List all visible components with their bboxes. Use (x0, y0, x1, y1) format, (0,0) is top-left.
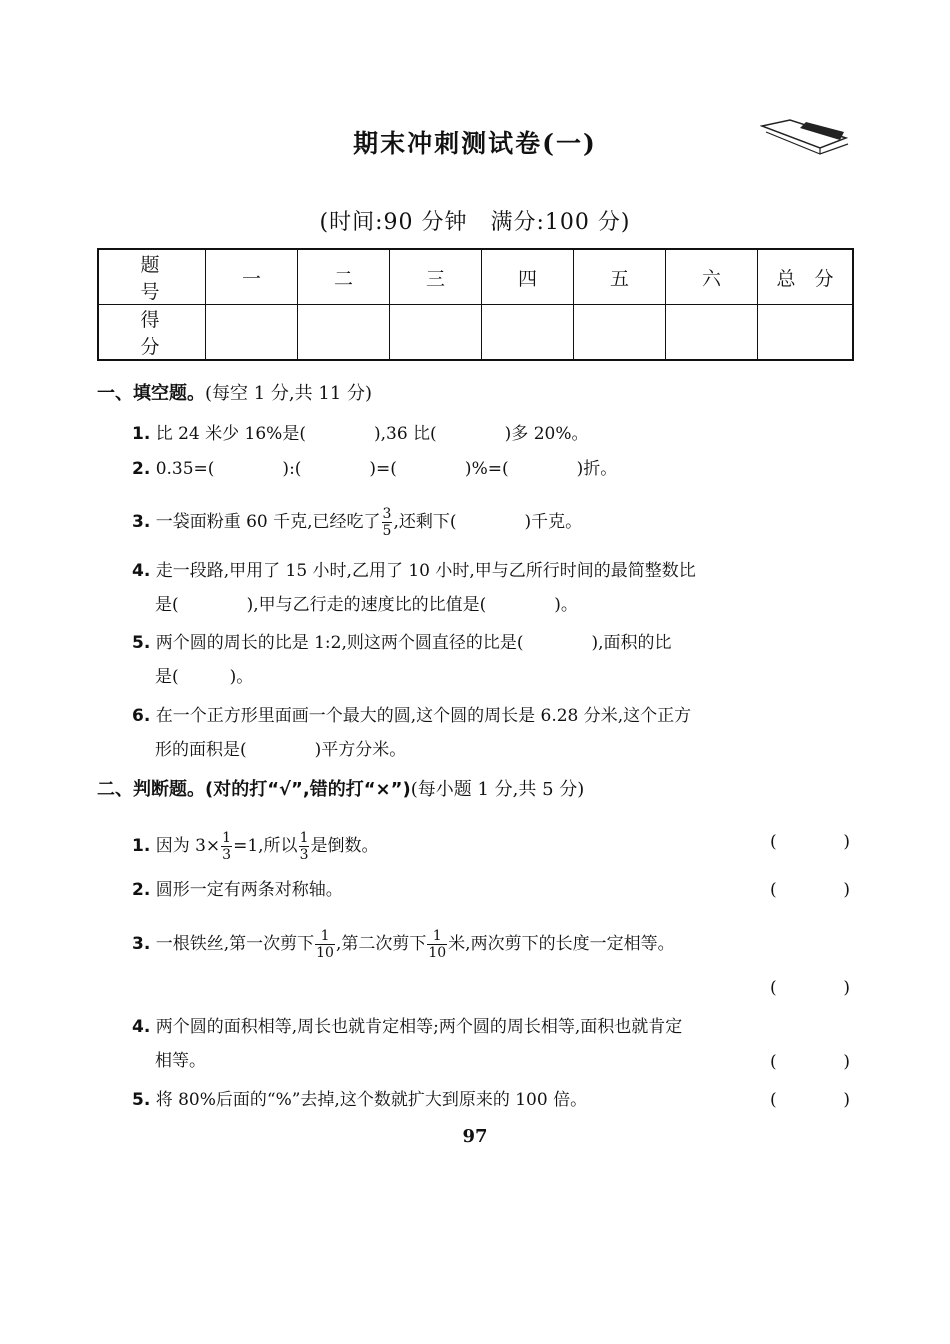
question-number: 2. (132, 880, 151, 900)
question-1-6 (132, 705, 691, 727)
question-1-1 (132, 423, 589, 445)
question-text: 两个圆的周长的比是 1:2,则这两个圆直径的比是( ),面积的比 (155, 633, 672, 653)
exam-time-and-score: (时间:90 分钟 满分:100 分) (319, 210, 631, 235)
section-2-title: 二、判断题。(对的打“√”,错的打“×”) (97, 779, 411, 800)
header-col-1: 一 (206, 249, 298, 305)
fraction-numerator: 1 (299, 830, 309, 846)
question-number: 4. (132, 561, 151, 581)
question-1-5 (132, 632, 672, 654)
fraction-numerator: 3 (382, 506, 392, 522)
fraction-denominator: 10 (316, 945, 334, 961)
fraction (315, 928, 335, 961)
bracket-close: ) (843, 978, 850, 998)
section-2-note: (每小题 1 分,共 5 分) (410, 779, 585, 800)
question-2-5 (132, 1089, 587, 1111)
question-2-1 (132, 830, 378, 863)
score-cell[interactable] (666, 305, 758, 361)
question-text: 走一段路,甲用了 15 小时,乙用了 10 小时,甲与乙所行时间的最简整数比 (155, 561, 696, 581)
bracket-open: ( (770, 832, 777, 852)
question-1-4-cont: 是( ),甲与乙行走的速度比的比值是( )。 (155, 595, 578, 615)
score-label: 得 分 (98, 305, 206, 361)
score-cell[interactable] (758, 305, 854, 361)
question-2-2 (132, 879, 343, 901)
question-number: 6. (132, 706, 151, 726)
bracket-open: ( (770, 1052, 777, 1072)
question-text: 一袋面粉重 60 千克,已经吃了 (155, 512, 381, 532)
question-1-6-cont: 形的面积是( )平方分米。 (155, 740, 407, 760)
question-text: 是倒数。 (310, 836, 379, 856)
question-1-5-cont: 是( )。 (155, 667, 254, 687)
book-pencil-icon (760, 118, 850, 158)
question-2-3 (132, 928, 675, 961)
score-cell[interactable] (390, 305, 482, 361)
question-text: 一根铁丝,第一次剪下 (155, 934, 315, 954)
section-1-title: 一、填空题。 (97, 383, 205, 404)
fraction (221, 830, 232, 863)
score-table (97, 248, 854, 361)
question-text: ,第二次剪下 (335, 934, 427, 954)
question-2-4-cont: 相等。 (155, 1051, 206, 1071)
header-col-5: 五 (574, 249, 666, 305)
question-text: 米,两次剪下的长度一定相等。 (448, 934, 675, 954)
header-total: 总 分 (758, 249, 854, 305)
fraction-denominator: 5 (382, 523, 392, 539)
section-2-heading (97, 779, 584, 801)
question-1-3 (132, 506, 582, 539)
fraction-denominator: 3 (222, 847, 232, 863)
header-col-2: 二 (298, 249, 390, 305)
question-number: 5. (132, 1090, 151, 1110)
answer-bracket[interactable] (770, 978, 850, 998)
fraction (299, 830, 310, 863)
fraction-denominator: 3 (299, 847, 309, 863)
question-number: 1. (132, 424, 151, 444)
bracket-open: ( (770, 1090, 777, 1110)
score-cell[interactable] (206, 305, 298, 361)
question-text: =1,所以 (233, 836, 298, 856)
question-text: 两个圆的面积相等,周长也就肯定相等;两个圆的周长相等,面积也就肯定 (155, 1017, 683, 1037)
question-text: 因为 3× (155, 836, 221, 856)
header-col-4: 四 (482, 249, 574, 305)
question-1-4 (132, 560, 696, 582)
section-1-heading (97, 383, 372, 405)
question-number: 3. (132, 934, 151, 954)
bracket-open: ( (770, 880, 777, 900)
page-number: 97 (462, 1126, 488, 1147)
bracket-close: ) (843, 1052, 850, 1072)
score-cell[interactable] (298, 305, 390, 361)
answer-bracket[interactable] (770, 1090, 850, 1110)
header-question-number: 题 号 (98, 249, 206, 305)
question-text: ,还剩下( )千克。 (393, 512, 583, 532)
question-text: 比 24 米少 16%是( ),36 比( )多 20%。 (155, 424, 589, 444)
question-number: 4. (132, 1017, 151, 1037)
header-col-6: 六 (666, 249, 758, 305)
question-1-2 (132, 458, 617, 480)
bracket-open: ( (770, 978, 777, 998)
score-cell[interactable] (574, 305, 666, 361)
table-row (98, 305, 853, 361)
answer-bracket[interactable] (770, 1052, 850, 1072)
fraction-numerator: 1 (315, 928, 335, 945)
question-2-4 (132, 1016, 682, 1038)
fraction-numerator: 1 (222, 830, 232, 846)
bracket-close: ) (843, 1090, 850, 1110)
answer-bracket[interactable] (770, 880, 850, 900)
fraction-denominator: 10 (428, 945, 447, 961)
question-number: 2. (132, 459, 151, 479)
question-text: 0.35=( ):( )=( )%=( )折。 (155, 459, 618, 479)
bracket-close: ) (843, 880, 850, 900)
table-row (98, 249, 853, 305)
fraction-numerator: 1 (427, 928, 447, 945)
question-number: 3. (132, 512, 151, 532)
question-number: 1. (132, 836, 151, 856)
header-col-3: 三 (390, 249, 482, 305)
page-title: 期末冲刺测试卷(一) (353, 129, 597, 158)
question-text: 在一个正方形里面画一个最大的圆,这个圆的周长是 6.28 分米,这个正方 (155, 706, 692, 726)
question-number: 5. (132, 633, 151, 653)
score-cell[interactable] (482, 305, 574, 361)
question-text: 将 80%后面的“%”去掉,这个数就扩大到原来的 100 倍。 (155, 1090, 588, 1110)
answer-bracket[interactable] (770, 832, 850, 852)
section-1-note: (每空 1 分,共 11 分) (205, 383, 373, 404)
bracket-close: ) (843, 832, 850, 852)
question-text: 圆形一定有两条对称轴。 (155, 880, 343, 900)
fraction (382, 506, 393, 539)
fraction (427, 928, 447, 961)
